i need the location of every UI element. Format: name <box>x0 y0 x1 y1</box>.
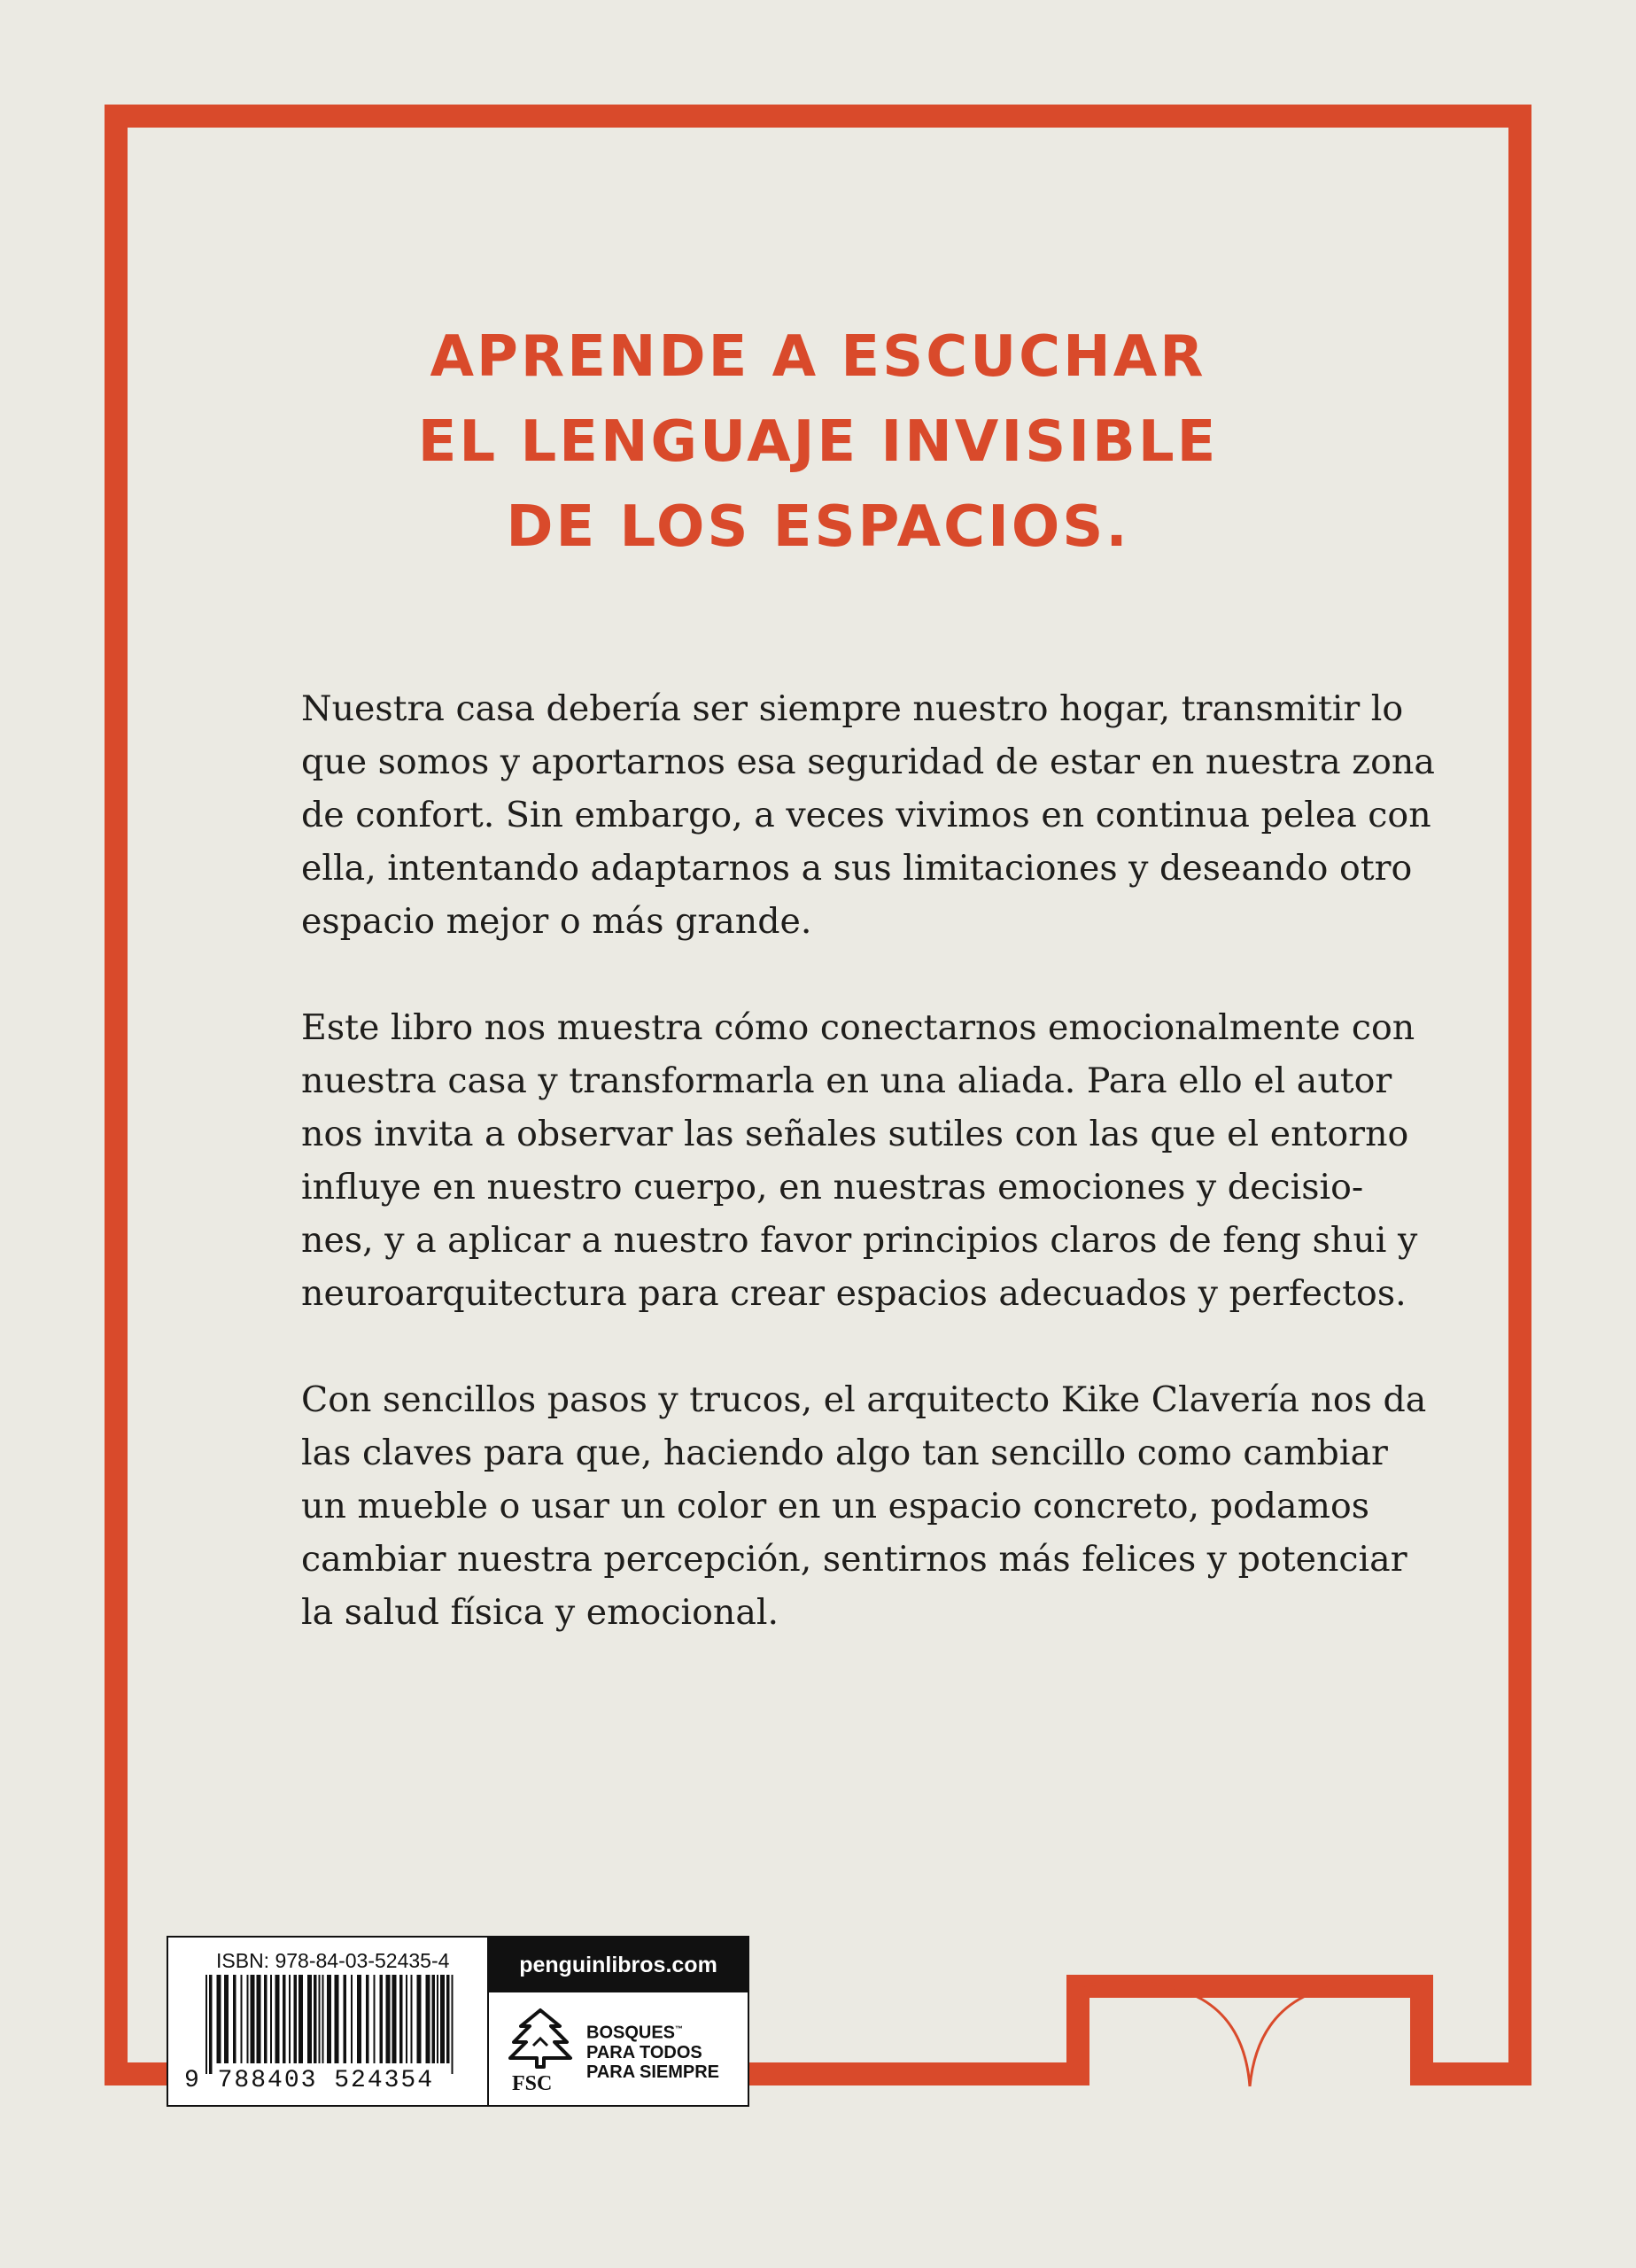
text-line: de confort. Sin embargo, a veces vivimos en continua pelea con <box>301 795 1431 835</box>
fsc-slogan-line: PARA TODOS <box>586 2042 702 2062</box>
fsc-slogan <box>586 2019 719 2082</box>
text-line: ella, intentando adaptarnos a sus limitaciones y deseando otro <box>301 848 1413 889</box>
text-line: Nuestra casa debería ser siempre nuestro hogar, transmitir lo <box>301 688 1404 729</box>
text-line: un mueble o usar un color en un espacio concreto, podamos <box>301 1486 1370 1526</box>
headline-line: APRENDE A ESCUCHAR <box>430 324 1206 390</box>
paragraph <box>301 1001 1418 1320</box>
arch-doorway-icon <box>1078 1983 1422 2086</box>
text-line: Con sencillos pasos y trucos, el arquitecto Kike Clavería nos da <box>301 1379 1427 1420</box>
text-line: que somos y aportarnos esa seguridad de estar en nuestra zona <box>301 742 1435 782</box>
headline <box>0 315 1636 570</box>
text-line: cambiar nuestra percepción, sentirnos más felices y potenciar <box>301 1539 1407 1580</box>
paragraph <box>301 682 1435 948</box>
text-line: nos invita a observar las señales sutiles con las que el entorno <box>301 1114 1409 1154</box>
headline-line: EL LENGUAJE INVISIBLE <box>417 409 1219 475</box>
text-line: espacio mejor o más grande. <box>301 901 812 942</box>
barcode-box <box>167 1936 489 2107</box>
trademark-mark: ™ <box>675 2024 684 2033</box>
fsc-label: FSC <box>512 2072 553 2095</box>
text-line: influye en nuestro cuerpo, en nuestras emociones y decisio- <box>301 1167 1364 1208</box>
publisher-box <box>489 1936 749 2107</box>
text-line: la salud física y emocional. <box>301 1592 779 1633</box>
headline-line: DE LOS ESPACIOS. <box>506 494 1130 560</box>
isbn-label: ISBN: 978-84-03-52435-4 <box>216 1949 450 1972</box>
text-line: las claves para que, haciendo algo tan sencillo como cambiar <box>301 1433 1388 1473</box>
publisher-website: penguinlibros.com <box>489 1938 748 1992</box>
paragraph <box>301 1373 1427 1639</box>
fsc-slogan-line: PARA SIEMPRE <box>586 2062 720 2082</box>
fsc-slogan-line: BOSQUES <box>586 2023 676 2043</box>
text-line: nes, y a aplicar a nuestro favor principios claros de feng shui y <box>301 1220 1418 1261</box>
fsc-tree-icon <box>505 2007 576 2070</box>
blurb <box>301 682 1435 1692</box>
text-line: nuestra casa y transformarla en una aliada. Para ello el autor <box>301 1060 1392 1101</box>
text-line: Este libro nos muestra cómo conectarnos emocionalmente con <box>301 1007 1415 1048</box>
text-line: neuroarquitectura para crear espacios adecuados y perfectos. <box>301 1273 1407 1314</box>
barcode-digits: 9 788403 524354 <box>184 2067 435 2094</box>
